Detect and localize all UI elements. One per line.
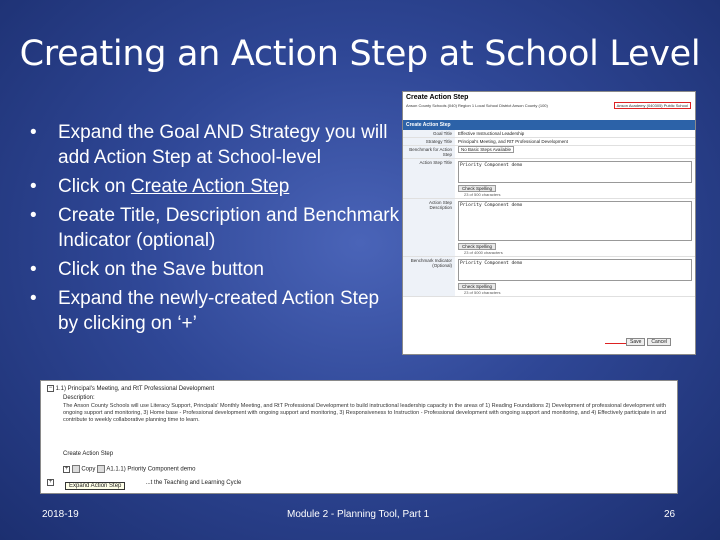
- strategy-value: Principal's Meeting, and RtT Professional Development: [458, 139, 568, 144]
- char-count: 23 of 500 characters: [464, 290, 501, 295]
- plan-tree-screenshot: [40, 380, 678, 494]
- form-actions: [626, 338, 671, 346]
- check-spelling-button[interactable]: Check Spelling: [458, 283, 496, 290]
- bullet-item: [30, 203, 400, 253]
- bullet-text: Create Title, Description and Benchmark Indicator (optional): [58, 205, 400, 251]
- footer-module: Module 2 - Planning Tool, Part 1: [287, 509, 430, 520]
- bullet-text: Click on: [58, 176, 131, 197]
- bullet-item: [30, 174, 400, 199]
- copy-label[interactable]: Copy: [81, 466, 96, 473]
- description-textarea[interactable]: Priority Component demo: [458, 201, 692, 241]
- description-row: [403, 199, 695, 257]
- bullet-text: Click on the Save button: [58, 259, 264, 280]
- char-count: 23 of 500 characters: [464, 192, 501, 197]
- action-step-icon: [97, 465, 105, 473]
- strategy-node-label: 1.1) Principal's Meeting, and RtT Professional Development: [55, 386, 215, 393]
- description-label: Action Step Description: [403, 199, 455, 256]
- title-row: [403, 159, 695, 199]
- description-label: Description:: [63, 395, 95, 401]
- goal-row: [403, 130, 695, 138]
- breadcrumb: [403, 103, 695, 111]
- create-action-step-screenshot: [402, 91, 696, 355]
- section-bar: Create Action Step: [403, 120, 695, 130]
- instruction-list: [30, 120, 400, 340]
- slide-title: Creating an Action Step at School Level: [19, 34, 701, 74]
- strategy-label: Strategy Title: [403, 138, 455, 145]
- panel-heading: Create Action Step: [406, 94, 469, 101]
- breadcrumb-highlight: Anson Academy (040305) Public School: [614, 102, 691, 109]
- cancel-button[interactable]: Cancel: [647, 338, 671, 346]
- char-count: 23 of 4000 characters: [464, 250, 503, 255]
- indicator-row: [403, 257, 695, 297]
- page-number: 26: [664, 509, 676, 520]
- bullet-text: Expand the newly-created Action Step by clicking on ‘+’: [58, 288, 380, 334]
- goal-label: Goal Title: [403, 130, 455, 137]
- action-step-label: A1.1.1) Priority Component demo: [106, 466, 196, 473]
- expand-plus-icon[interactable]: +: [64, 465, 69, 472]
- create-action-step-link-text: Create Action Step: [130, 176, 290, 197]
- indicator-textarea[interactable]: Priority Component demo: [458, 259, 692, 281]
- title-textarea[interactable]: Priority Component demo: [458, 161, 692, 183]
- expand-plus-icon[interactable]: +: [48, 479, 53, 485]
- check-spelling-button[interactable]: Check Spelling: [458, 243, 496, 250]
- description-text: The Anson County Schools will use Literacy Support, Principals' Monthly Meeting, and RtT Professional Development to build instructional leadership capacity in the areas of 1) Reading Foundations 2) Development of professional development with ongoing support and monitoring, 3) Home base - Professional development with ongoing support and monitoring, 3) Responsiveness to Instruction - Professional development with ongoing support and monitoring, and 4) Effectively participate in and contribute to weekly collaborative planning time to learn.: [63, 403, 667, 423]
- title-label: Action Step Title: [403, 159, 455, 198]
- benchmark-select[interactable]: No Basic Steps Available: [458, 146, 514, 153]
- expand-tooltip: Expand Action Step: [65, 482, 125, 490]
- copy-icon[interactable]: [72, 465, 80, 473]
- strategy-row: [403, 138, 695, 146]
- action-step-node: [63, 465, 195, 473]
- benchmark-label: Benchmark for Action Step: [403, 146, 455, 158]
- next-node-label: ...t the Teaching and Learning Cycle: [145, 480, 242, 487]
- create-action-step-link[interactable]: Create Action Step: [63, 451, 114, 457]
- indicator-label: Benchmark Indicator (Optional): [403, 257, 455, 296]
- save-button[interactable]: Save: [626, 338, 645, 346]
- footer-date: 2018-19: [42, 509, 79, 520]
- bullet-item: [30, 120, 400, 170]
- bullet-text: Expand the Goal AND Strategy you will add Action Step at School-level: [58, 122, 388, 168]
- check-spelling-button[interactable]: Check Spelling: [458, 185, 496, 192]
- goal-value: Effective Instructional Leadership: [458, 131, 525, 136]
- bullet-item: [30, 257, 400, 282]
- collapse-icon[interactable]: −: [48, 385, 53, 391]
- strategy-node: [47, 385, 214, 392]
- breadcrumb-text: Anson County Schools (040) Region 1 Local School District Anson County (100): [406, 103, 548, 108]
- benchmark-row: [403, 146, 695, 159]
- bullet-item: [30, 286, 400, 336]
